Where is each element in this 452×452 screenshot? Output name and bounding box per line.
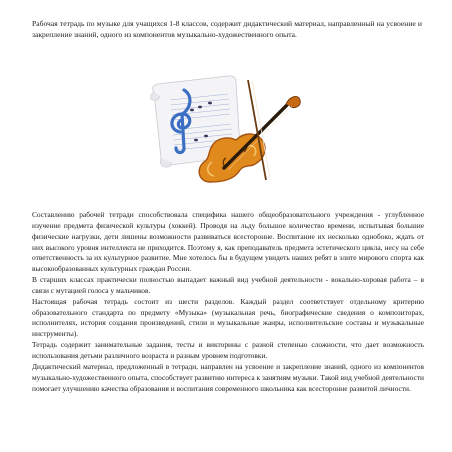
paragraph-4: Тетрадь содержит занимательные задания, тесты и викторины с разной степенью сложности, что дает возможность использования детьми различного возраста и разным уровнем подготовки. [32,340,424,360]
paragraph-3: Настоящая рабочая тетрадь состоит из шести разделов. Каждый раздел соответствует отдельному критерию образовательного стандарта по предмету «Музыка» (музыкальная речь, биографические сведения о композиторах, исполнителях, история создания произведений, стили и музыкальные жанры, исполнительские составы и музыкальные инструменты). [32,296,424,339]
intro-paragraph: Рабочая тетрадь по музыке для учащихся 1-8 классов, содержит дидактический материал, направленный на усвоение и закрепление знаний, одного из компонентов музыкально-художественного опыта. [32,19,422,40]
violin-illustration [140,70,310,188]
body-text [32,210,424,394]
paragraph-1: Составлению рабочей тетради способствовала специфика нашего общеобразовательного учреждения - углубленное изучение предмета физической культуры (хоккей). Проводя на льду большое количество времени, испытывая большие физические нагрузки, дети лишены возможности развиваться всесторонне. Воспитание их несколько однобоко, ждать от них высокого уровня интеллекта не приходится. Поэтому я, как преподаватель предмета эстетического цикла, несу на себе ответственность за их культурное развитие. Мне хотелось бы в будущем увидеть наших ребят в элите мирового спорта как высокообразованных культурных граждан России. [32,210,424,274]
paragraph-2: В старших классах практически полностью выпадает важный вид учебной деятельности - вокально-хоровая работа – в связи с мутацией голоса у мальчиков. [32,275,424,295]
paragraph-5: Дидактический материал, предложенный в тетради, направлен на усвоение и закрепление знаний, одного из компонентов музыкально-художественного опыта, способствует развитию интереса к занятиям музыки. Такой вид учебной деятельности помогает улучшению качества образования и воспитания современного школьника как всесторонне развитой личности. [32,361,424,393]
